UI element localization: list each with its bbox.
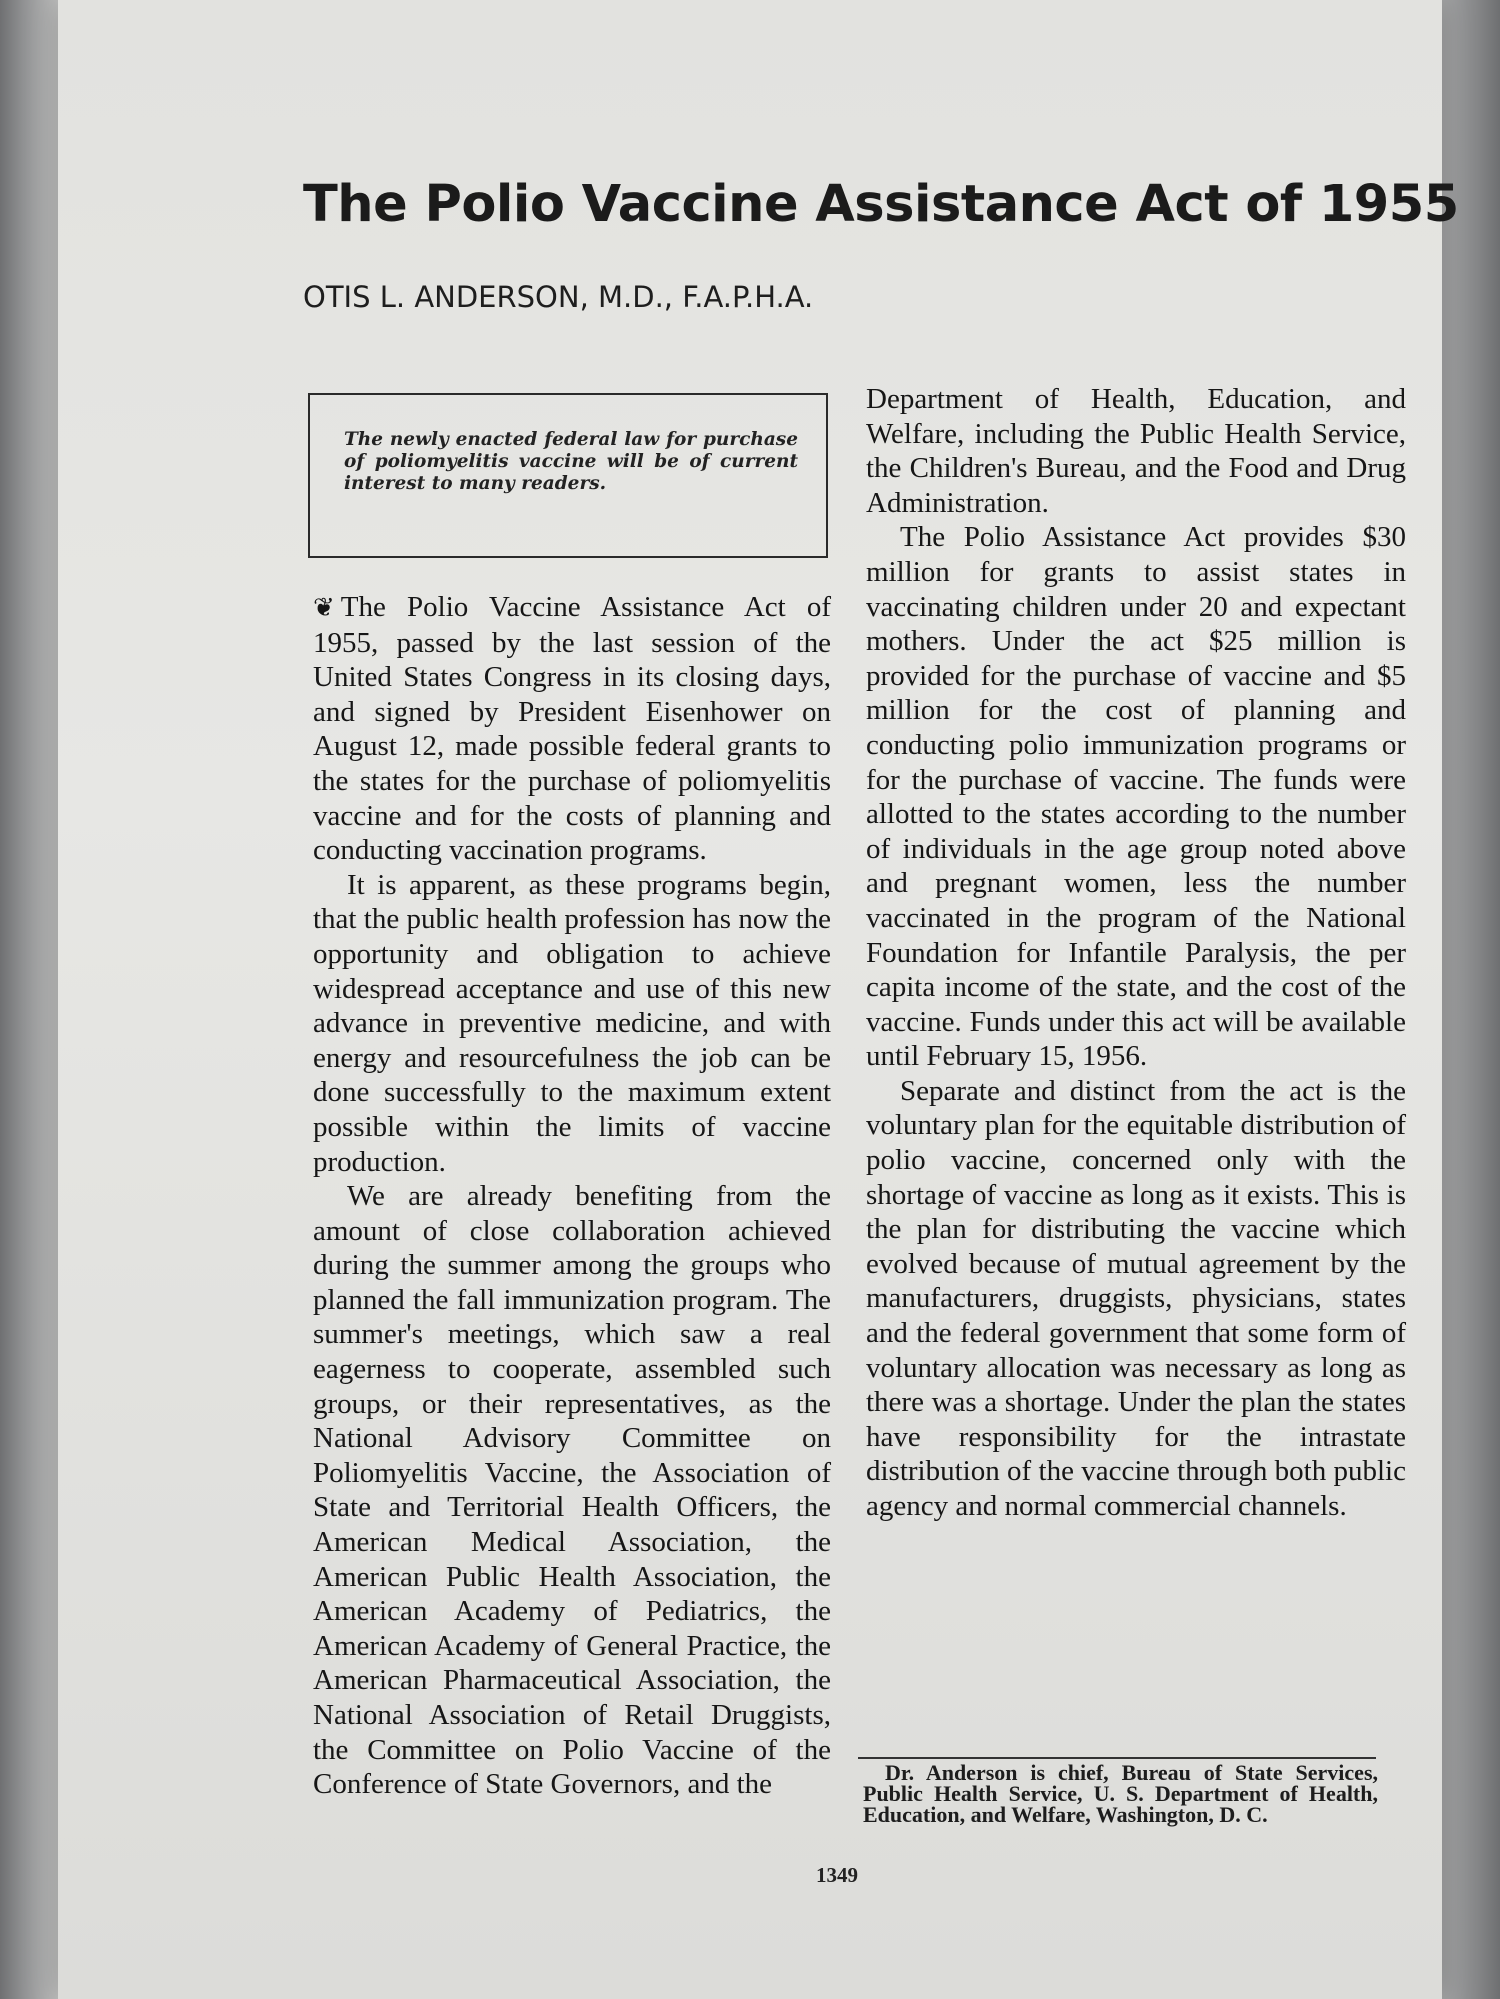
paragraph-text: The Polio Vaccine Assistance Act of 1955, passed by the last session of the United States Congress in its closing days, and signed by President Eisenhower on August 12, made possible federal grants to the states for the purchase of poliomyelitis vaccine and for the costs of planning and conducting vaccination programs. <box>313 591 831 867</box>
editor-note-box <box>308 393 828 558</box>
paragraph: It is apparent, as these programs begin, that the public health profession has now the opportunity and obligation to achieve widespread acceptance and use of this new advance in preventive medicine, and with energy and resourcefulness the job can be done successfully to the maximum extent possible within the limits of vaccine production. <box>313 868 831 1178</box>
footnote-divider <box>858 1757 1376 1759</box>
paragraph: Separate and distinct from the act is the voluntary plan for the equitable distribution of polio vaccine, concerned only with the shortage of vaccine as long as it exists. This is the plan for distributing the vaccine which evolved because of mutual agreement by the manufacturers, druggists, physicians, states and the federal government that some form of voluntary allocation was necessary as long as there was a shortage. Under the plan the states have responsibility for the intrastate distribution of the vaccine through both public agency and normal commercial channels. <box>866 1074 1406 1522</box>
paragraph <box>313 590 831 868</box>
page-number: 1349 <box>816 1863 858 1887</box>
paragraph: We are already benefiting from the amount of close collaboration achieved during the summer among the groups who planned the fall immunization program. The summer's meetings, which saw a real eagerness to cooperate, assembled such groups, or their representatives, as the National Advisory Committee on Poliomyelitis Vaccine, the Association of State and Territorial Health Officers, the American Medical Association, the American Public Health Association, the American Academy of Pediatrics, the American Academy of General Practice, the American Pharmaceutical Association, the National Association of Retail Druggists, the Committee on Polio Vaccine of the Conference of State Governors, and the <box>313 1180 831 1801</box>
author-footnote: Dr. Anderson is chief, Bureau of State Services, Public Health Service, U. S. Department of Health, Education, and Welfare, Washington, D. C. <box>863 1760 1378 1827</box>
paragraph: Department of Health, Education, and Welfare, including the Public Health Service, the Children's Bureau, and the Food and Drug Administration. <box>866 383 1406 519</box>
right-text-column <box>866 382 1406 1524</box>
ornament-icon: ❦ <box>313 593 335 622</box>
article-title: The Polio Vaccine Assistance Act of 1955 <box>303 175 1459 234</box>
journal-page <box>58 0 1459 1999</box>
article-author: OTIS L. ANDERSON, M.D., F.A.P.H.A. <box>303 280 814 314</box>
left-text-column <box>313 590 831 1802</box>
editor-note-text: The newly enacted federal law for purchase of poliomyelitis vaccine will be of current interest to many readers. <box>344 429 798 494</box>
paragraph: The Polio Assistance Act provides $30 million for grants to assist states in vaccinating children under 20 and expectant mothers. Under the act $25 million is provided for the purchase of vaccine and $5 million for the cost of planning and conducting polio immunization programs or for the purchase of vaccine. The funds were allotted to the states according to the number of individuals in the age group noted above and pregnant women, less the number vaccinated in the program of the National Foundation for Infantile Paralysis, the per capita income of the state, and the cost of the vaccine. Funds under this act will be available until February 15, 1956. <box>866 521 1406 1073</box>
